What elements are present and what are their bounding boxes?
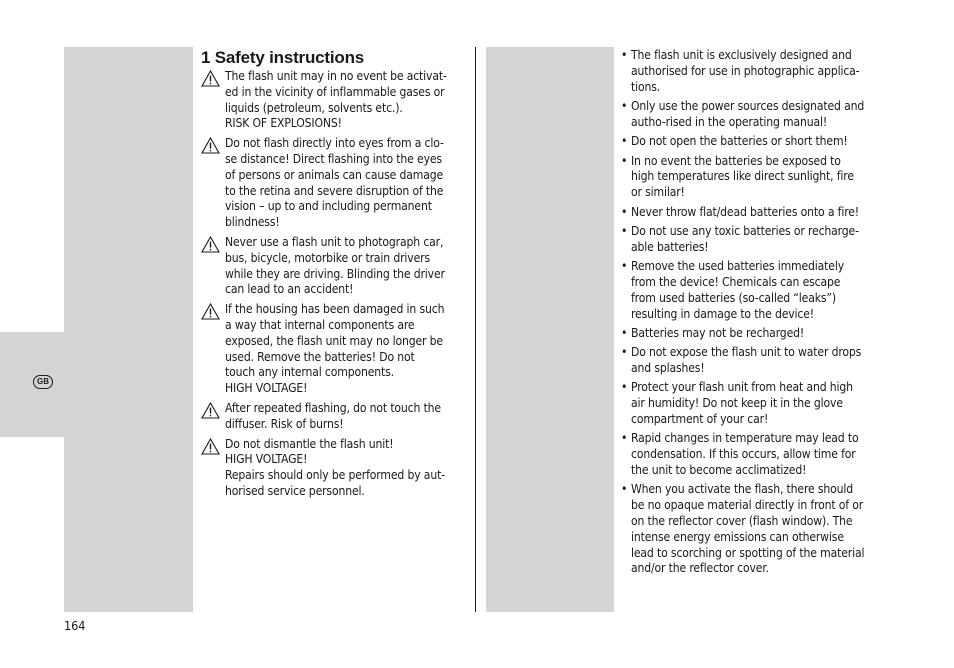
bullet-text-line: authorised for use in photographic applica- bbox=[631, 63, 860, 78]
warning-item bbox=[201, 437, 469, 500]
warning-text-line: to the retina and severe disruption of the bbox=[225, 183, 444, 198]
bullet-item bbox=[620, 134, 892, 150]
bullet-text-line: compartment of your car! bbox=[631, 412, 769, 427]
warning-text-line: Do not flash directly into eyes from a clo- bbox=[225, 136, 444, 151]
bullet-dot: • bbox=[621, 153, 628, 168]
bullet-item bbox=[620, 48, 892, 95]
language-badge: GB bbox=[33, 375, 53, 389]
warning-text-line: The flash unit may in no event be activat- bbox=[225, 69, 447, 83]
section-title: 1 Safety instructions bbox=[201, 48, 365, 67]
bullet-text-line: on the reflector cover (flash window). The bbox=[631, 514, 853, 529]
warning-text-line: Repairs should only be performed by aut- bbox=[225, 468, 445, 483]
warning-text-line: can lead to an accident! bbox=[225, 282, 354, 297]
bullet-text-line: In no event the batteries be exposed to bbox=[631, 153, 841, 168]
bullet-dot: • bbox=[621, 431, 628, 446]
bullet-text-line: high temperatures like direct sunlight, fire bbox=[631, 169, 854, 184]
warning-text-line: horised service personnel. bbox=[225, 483, 365, 498]
warning-text-line: HIGH VOLTAGE! bbox=[225, 381, 308, 396]
language-side-tab bbox=[0, 332, 64, 437]
bullet-item bbox=[620, 154, 892, 201]
bullet-text-line: from the device! Chemicals can escape bbox=[631, 274, 841, 289]
bullet-text-line: Batteries may not be recharged! bbox=[631, 325, 805, 340]
warning-text-line: liquids (petroleum, solvents etc.). bbox=[225, 100, 403, 115]
bullet-text-line: able batteries! bbox=[631, 239, 709, 254]
bullet-dot: • bbox=[621, 482, 628, 497]
warning-text-line: bus, bicycle, motorbike or train drivers bbox=[225, 250, 430, 265]
bullet-text-line: or similar! bbox=[631, 185, 685, 200]
bullet-item bbox=[620, 431, 892, 478]
bullet-text-line: Never throw flat/dead batteries onto a fire! bbox=[631, 204, 860, 219]
bullet-item bbox=[620, 205, 892, 221]
bullet-dot: • bbox=[621, 204, 628, 219]
right-margin-panel bbox=[486, 47, 614, 612]
bullet-dot: • bbox=[621, 380, 628, 395]
warning-text-line: If the housing has been damaged in such bbox=[225, 302, 445, 317]
bullet-text-line: Do not expose the flash unit to water drops bbox=[631, 345, 862, 360]
warnings-column bbox=[201, 69, 469, 504]
safety-bullet-list bbox=[620, 48, 892, 577]
warning-item bbox=[201, 401, 469, 433]
warning-text-line: touch any internal components. bbox=[225, 365, 394, 380]
bullet-text-line: air humidity! Do not keep it in the glove bbox=[631, 396, 843, 411]
bullet-text-line: Remove the used batteries immediately bbox=[631, 259, 844, 274]
warning-text-line: blindness! bbox=[225, 215, 280, 230]
bullet-item bbox=[620, 259, 892, 322]
bullet-text-line: Rapid changes in temperature may lead to bbox=[631, 431, 859, 446]
bullet-text-line: autho-rised in the operating manual! bbox=[631, 114, 828, 129]
bullet-dot: • bbox=[621, 345, 628, 360]
bullet-item bbox=[620, 345, 892, 377]
bullets-column bbox=[620, 48, 892, 581]
bullet-dot: • bbox=[621, 223, 628, 238]
bullet-text-line: intense energy emissions can otherwise bbox=[631, 529, 844, 544]
bullet-text-line: the unit to become acclimatized! bbox=[631, 463, 807, 478]
bullet-text-line: tions. bbox=[631, 79, 661, 94]
bullet-text-line: Do not open the batteries or short them! bbox=[631, 134, 848, 149]
warning-text-line: vision – up to and including permanent bbox=[225, 199, 432, 214]
bullet-text-line: and/or the reflector cover. bbox=[631, 561, 769, 576]
warning-text-line: used. Remove the batteries! Do not bbox=[225, 349, 415, 364]
warning-item bbox=[201, 235, 469, 298]
warning-text-line: ed in the vicinity of inflammable gases or bbox=[225, 84, 445, 99]
warning-item bbox=[201, 136, 469, 231]
bullet-item bbox=[620, 380, 892, 427]
bullet-dot: • bbox=[621, 48, 628, 62]
bullet-dot: • bbox=[621, 134, 628, 149]
page-number: 164 bbox=[64, 618, 86, 633]
bullet-text-line: lead to scorching or spotting of the material bbox=[631, 545, 865, 560]
bullet-text-line: condensation. If this occurs, allow time for bbox=[631, 447, 856, 462]
warning-text-line: RISK OF EXPLOSIONS! bbox=[225, 116, 342, 131]
warning-text-line: a way that internal components are bbox=[225, 317, 415, 332]
bullet-text-line: be no opaque material directly in front of or bbox=[631, 498, 864, 513]
warning-item bbox=[201, 69, 469, 132]
bullet-text-line: Only use the power sources designated and bbox=[631, 98, 865, 113]
warning-text-line: while they are driving. Blinding the driver bbox=[225, 266, 445, 281]
bullet-dot: • bbox=[621, 325, 628, 340]
warning-text-line: diffuser. Risk of burns! bbox=[225, 416, 344, 431]
bullet-text-line: The flash unit is exclusively designed and bbox=[631, 48, 852, 62]
bullet-text-line: Protect your flash unit from heat and high bbox=[631, 380, 853, 395]
bullet-dot: • bbox=[621, 259, 628, 274]
warning-text-line: Never use a flash unit to photograph car, bbox=[225, 234, 444, 249]
bullet-text-line: resulting in damage to the device! bbox=[631, 306, 815, 321]
bullet-text-line: and splashes! bbox=[631, 361, 705, 376]
warning-text-line: se distance! Direct flashing into the eyes bbox=[225, 151, 442, 166]
bullet-dot: • bbox=[621, 98, 628, 113]
warning-text-line: After repeated flashing, do not touch the bbox=[225, 400, 441, 415]
warning-text-line: of persons or animals can cause damage bbox=[225, 167, 444, 182]
bullet-text-line: Do not use any toxic batteries or recharge- bbox=[631, 223, 859, 238]
warning-text-line: exposed, the flash unit may no longer be bbox=[225, 333, 443, 348]
left-margin-panel bbox=[64, 47, 193, 612]
bullet-item bbox=[620, 99, 892, 131]
warning-item bbox=[201, 302, 469, 397]
column-divider bbox=[475, 47, 476, 612]
bullet-item bbox=[620, 224, 892, 256]
warning-text-line: HIGH VOLTAGE! bbox=[225, 452, 308, 467]
bullet-text-line: from used batteries (so-called “leaks”) bbox=[631, 290, 836, 305]
bullet-item bbox=[620, 326, 892, 342]
bullet-item bbox=[620, 482, 892, 577]
warning-text-line: Do not dismantle the flash unit! bbox=[225, 436, 394, 451]
bullet-text-line: When you activate the flash, there should bbox=[631, 482, 854, 497]
